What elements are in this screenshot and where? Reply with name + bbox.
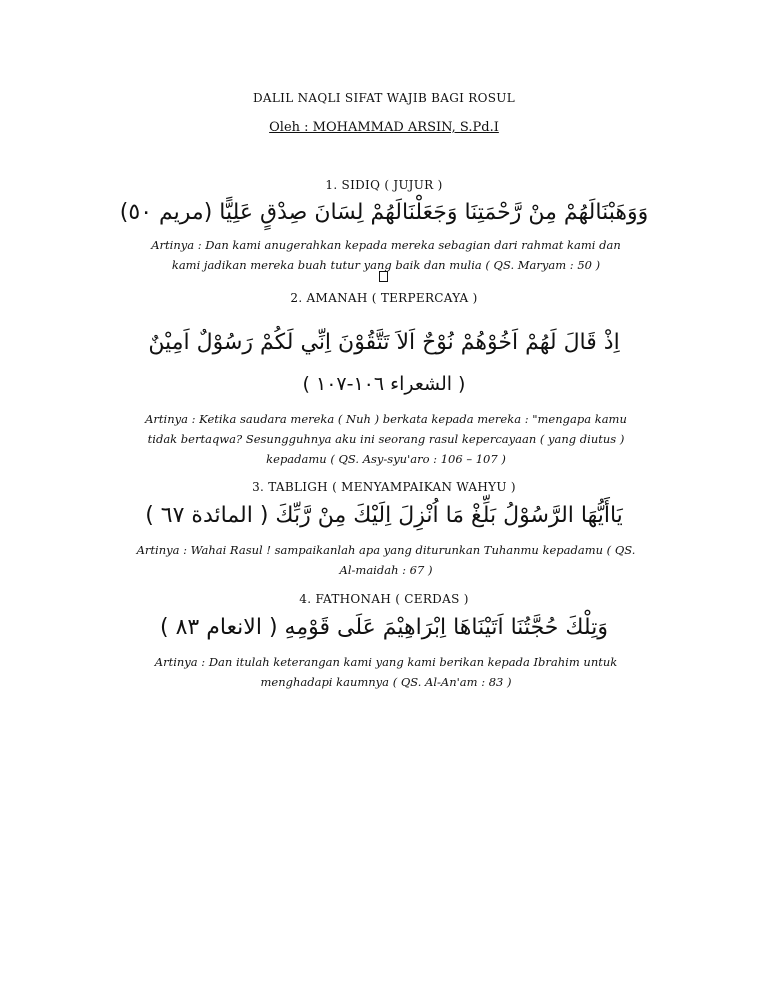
section-2-arabic-verse: اِذْ قَالَ لَهُمْ اَخُوْهُمْ نُوْحٌ اَلاَ تَتَّقُوْنَ اِنِّي لَكُمْ رَسُوْلٌ اَمِيْنٌ [148,330,620,355]
document-title: DALIL NAQLI SIFAT WAJIB BAGI ROSUL [253,91,515,105]
section-3-translation: Artinya : Wahai Rasul ! sampaikanlah apa yang diturunkan Tuhanmu kepadamu ( QS. Al-maidah : 67 ) [136,543,636,577]
section-2-translation: Artinya : Ketika saudara mereka ( Nuh ) berkata kepada mereka : "mengapa kamu tidak bertaqwa? Sesungguhnya aku ini seorang rasul kepercayaan ( yang diutus ) kepadamu ( QS. Asy-syu'aro : 106 – 107 ) [145,412,627,466]
section-1-heading: 1. SIDIQ ( JUJUR ) [325,178,443,192]
placeholder-box-glyph [379,271,388,282]
section-3-arabic-verse: يَاأَيُّهَا الرَّسُوْلُ بَلِّغْ مَا اُنْزِلَ اِلَيْكَ مِنْ رَّبِّكَ ( المائدة ٦٧ ) [145,503,623,528]
section-3-heading: 3. TABLIGH ( MENYAMPAIKAN WAHYU ) [252,480,516,494]
section-4-arabic-verse: وَتِلْكَ حُجَّتُنَا اَتَيْنَاهَا اِبْرَاهِيْمَ عَلَى قَوْمِهِ ( الانعام ٨٣ ) [160,615,608,640]
section-4-heading: 4. FATHONAH ( CERDAS ) [299,592,469,606]
section-2-arabic-reference: ( الشعراء ١٠٦-١٠٧ ) [302,373,466,395]
section-2-heading: 2. AMANAH ( TERPERCAYA ) [290,291,478,305]
author-line: Oleh : MOHAMMAD ARSIN, S.Pd.I [269,120,499,135]
section-1-arabic-verse: وَوَهَبْنَالَهُمْ مِنْ رَّحْمَتِنَا وَجَعَلْنَالَهُمْ لِسَانَ صِدْقٍ عَلِيًّا (مريم ٥٠) [119,200,649,225]
section-1-translation: Artinya : Dan kami anugerahkan kepada mereka sebagian dari rahmat kami dan kami jadikan mereka buah tutur yang baik dan mulia ( QS. Maryam : 50 ) [151,238,621,272]
section-4-translation: Artinya : Dan itulah keterangan kami yang kami berikan kepada Ibrahim untuk menghadapi kaumnya ( QS. Al-An'am : 83 ) [154,655,618,689]
